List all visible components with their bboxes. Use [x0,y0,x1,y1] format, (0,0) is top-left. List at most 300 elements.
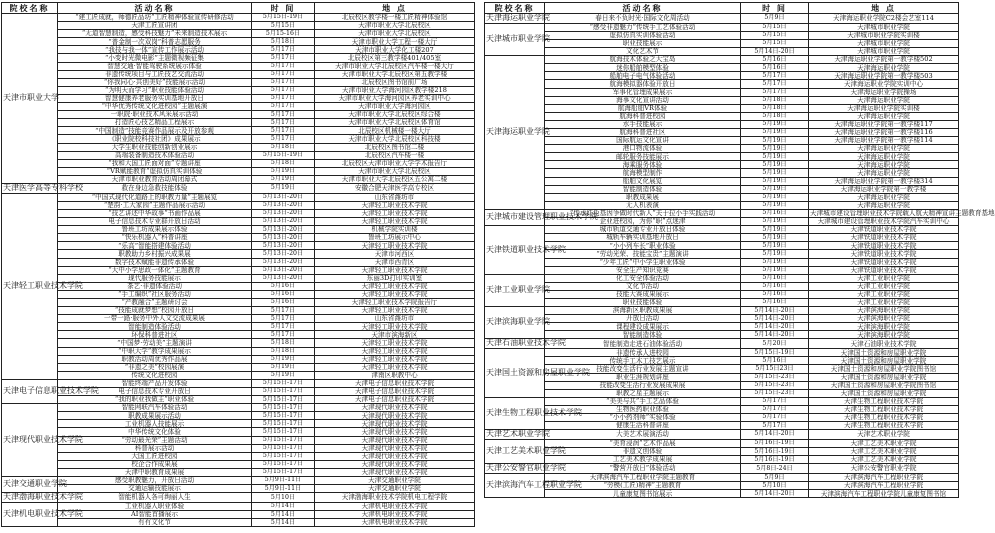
time-cell: 5月18日 [741,96,809,104]
table-row [485,234,959,242]
activity-cell: “普金制一次双岗”科普志愿服务 [58,38,252,46]
location-cell: 天津城市建设管理职业技术学院汽车实训中心 [809,218,959,226]
activity-cell: 航海技术体验之大宝岛 [545,56,741,64]
activity-cell: 职教成果展示活动 [58,412,252,420]
table-row [485,64,959,72]
activity-cell: 职教成果展 [545,193,741,201]
school-name-cell: 天津国土资源和房屋职业学院 [485,349,545,398]
table-row [485,357,959,365]
location-cell: 天津市职业大学北辰校区 [315,167,475,175]
activity-cell: 企业进校园，为你“职”点迷津 [545,218,741,226]
activity-cell: 智能制造走进石油体验活动 [545,339,741,349]
time-cell: 5月15日-17日 [252,379,315,387]
activity-cell: “劳模(工匠)精神”主题教育 [545,482,741,490]
table-row [485,315,959,323]
location-cell: 天津铁道职业技术学院 [809,258,959,266]
location-cell: 天津市职业大学北辰校区第五教学楼 [315,70,475,78]
header-location: 地 点 [315,3,475,14]
activity-cell: 大学生职业技能创新创业展示 [58,143,252,151]
location-cell: 天津机电职业技术学院 [315,519,475,527]
time-cell: 5月17日 [741,397,809,405]
time-cell: 5月16日 [252,298,315,306]
location-cell: 天津轻工职业技术学院报告厅 [315,298,475,306]
school-name-cell: 天津轻工职业技术学院 [2,193,58,379]
time-cell: 5月16日 [252,290,315,298]
location-cell: 天津市西青区 [315,258,475,266]
location-cell: 天津交通职业学院 [315,477,475,485]
activity-cell: 大美艺术展演活动 [545,430,741,440]
location-cell: 天津轻工职业技术学院 [315,201,475,209]
table-row [485,430,959,440]
activity-cell: 工艺美术教学成果展 [545,456,741,464]
location-cell: 天津轻工职业技术学院 [315,355,475,363]
activity-cell: 传统文化进校园 [58,371,252,379]
location-cell: 天津滨海汽车工程职业学院 [809,474,959,482]
time-cell: 5月15日-17日 [252,444,315,452]
location-cell: 北辰校区天津市职业大学学术报告厅 [315,159,475,167]
activity-cell: 电子信息技术专业群开放日活动 [58,218,252,226]
time-cell: 5月15日-23日 [741,373,809,381]
activity-cell: 职教助力乡村振兴成果展 [58,250,252,258]
school-name-cell: 天津医学高等专科学校 [3,182,83,192]
location-cell: 天津现代职业技术学院 [315,460,475,468]
location-cell: 天津工艺美术职业学院 [809,439,959,447]
time-cell: 5月15日-17日 [252,436,315,444]
time-cell: 5月17日 [252,46,315,54]
location-cell: 天津工业职业学院 [809,282,959,290]
table-row [485,177,959,185]
table-row [2,347,475,355]
location-cell: 天津市职业大学北辰校区体育馆 [315,119,475,127]
location-cell: 天津国土资源和房屋职业学院 [809,357,959,365]
location-cell: 天津海运职业学院第一教学楼503 [809,72,959,80]
activity-cell: “非遗之美”校园展演 [58,363,252,371]
activity-cell: 技能改变生活行业发展主题宣讲 [545,365,741,373]
activity-cell: 国际航运文化宣讲 [545,137,741,145]
activity-cell: 天津滨海汽车工程职业学院主题教育 [545,474,741,482]
time-cell: 5月15日-19日 [741,349,809,357]
activity-cell: “VR赋能教育”虚拟仿真实训体验 [58,167,252,175]
time-cell: 5月19日 [252,355,315,363]
time-cell: 5月14日 [252,503,315,511]
school-name-cell: 天津城市建设管理职业技术学院 [485,209,545,225]
time-cell: 5月15日-19日 [252,151,315,159]
activity-cell: “传承红色基因争做时代新人”关于拉小手实践活动 [545,209,741,217]
activity-cell: “劳动最光荣”主题活动 [58,436,252,444]
activity-cell: 传统手工木工技艺展示 [545,357,741,365]
activity-cell: 智能机器人各可绚丽人生 [58,493,252,503]
location-cell: 天津交通职业学院 [315,485,475,493]
location-cell: 天津艺术职业学院 [809,430,959,440]
activity-cell: 船舶电子电气体验活动 [545,72,741,80]
time-cell: 5月15日 [741,23,809,31]
activity-cell: 技能改变生活行业发展成果展 [545,381,741,389]
time-cell: 5月17日 [252,315,315,323]
activity-cell: 工业机器人技能展示 [58,420,252,428]
activity-cell: 无人机表演 [545,201,741,209]
school-name-cell: 天津艺术职业学院 [486,429,550,439]
time-cell: 5月18日 [252,143,315,151]
time-cell: 5月19日 [741,258,809,266]
school-name-cell: 天津石油职业技术学院 [486,338,566,348]
time-cell: 5月16日-19日 [741,456,809,464]
location-cell: 天津工业职业学院 [809,290,959,298]
activity-cell: 航海科普进社区 [545,129,741,137]
location-cell: 天津市职业大学化工楼207 [315,46,475,54]
schedule-body-left [2,14,475,527]
location-cell: 天津工艺美术职业学院 [809,456,959,464]
school-name-cell: 天津现代职业技术学院 [2,404,58,477]
time-cell: 5月19日 [741,266,809,274]
activity-cell: “劳动光荣、技能宝贵”主题演讲 [545,250,741,258]
activity-cell: “中国梦·劳动美”主题演讲 [58,339,252,347]
activity-cell: 现代服务技能展示 [58,274,252,282]
location-cell: 北辰校区第三教学楼401/405室 [315,54,475,62]
activity-cell: 虚拟仿真实训体验活动 [545,31,741,39]
location-cell: 天津海运职业学院 [809,64,959,72]
schedule-table-right [484,2,995,498]
table-row [485,56,959,64]
location-cell: 天津铁道职业技术学院 [809,242,959,250]
table-row [2,250,475,258]
time-cell: 5月13日-20日 [252,218,315,226]
time-cell: 5月17日 [252,94,315,102]
time-cell: 5月16日 [252,282,315,290]
activity-cell: “乐高”智能搭建体验活动 [58,242,252,250]
activity-cell: 军事化管理成果展示 [545,88,741,96]
header-time: 时 间 [741,3,809,14]
activity-cell: 非遗传承人进校园 [545,349,741,357]
activity-cell: 安全生产知识竞赛 [545,266,741,274]
time-cell: 5月19日 [252,363,315,371]
school-name-cell: 天津公安警官职业学院 [486,463,566,473]
time-cell: 5月16日 [741,274,809,282]
time-cell: 5月17日 [252,70,315,78]
activity-cell: “技能成就梦想”校园开放日 [58,307,252,315]
time-cell: 5月16日-19日 [741,439,809,447]
time-cell: 5月14日-20日 [741,430,809,440]
location-cell: 天津市职业大学海河园区养老实训中心 [315,94,475,102]
activity-cell: “感受非遗魅力”传统手工艺体验活动 [545,23,741,31]
location-cell: 天津现代职业技术学院 [315,404,475,412]
time-cell: 5月14日 [252,511,315,519]
table-row [2,519,475,527]
activity-cell: “中职大学”教学成果展示 [58,347,252,355]
activity-cell: “我技与我一体”宣传工作展示活动 [58,46,252,54]
table-row [2,331,475,339]
table-row [485,14,959,24]
location-cell: 天津石油职业技术学院 [809,339,959,349]
activity-cell: 健康生活科普讲座 [545,422,741,430]
activity-cell: 城市轨道交通专业开放日体验 [545,226,741,234]
location-cell: 天津国土资源和房屋职业学院 [809,389,959,397]
location-cell: 天津海运职业学院第一教学楼114 [809,137,959,145]
activity-cell: “快乐机器人”科普讲座 [58,234,252,242]
table-row [485,161,959,169]
activity-cell: 课程建设成果展示 [545,323,741,331]
time-cell: 5月19日 [252,175,315,183]
table-row [485,490,959,498]
activity-cell: 船舶文化展览 [545,177,741,185]
table-row [485,339,959,349]
time-cell: 5月13日-20日 [252,201,315,209]
location-cell: 天津国土资源和房屋职业学院 [809,373,959,381]
location-cell: 天津滨海汽车工程职业学院儿童康复图书馆 [809,490,959,498]
table-row [485,72,959,80]
location-cell: 天津海运职业学院 [809,193,959,201]
location-cell: 天津海运职业学院第一教学楼502 [809,56,959,64]
activity-cell: “技艺讲述中华故事”书画作品展 [58,209,252,217]
time-cell: 5月17日 [741,72,809,80]
location-cell: 天津海运职业学院C2楼会艺室114 [809,14,959,24]
location-cell: 东丽3D打印实训室 [315,274,475,282]
location-cell: 天津轻工职业技术学院 [315,218,475,226]
schedule-table-left [1,2,475,527]
time-cell: 5月14日-20日 [741,48,809,56]
time-cell: 5月19日 [741,201,809,209]
time-cell: 5月16日 [741,209,809,217]
activity-cell: “中国制造”技能竞赛作品展示及开放参观 [58,127,252,135]
time-cell: 5月17日 [741,88,809,96]
activity-cell: 非遗文创体验 [545,448,741,456]
activity-cell: 迷你船舶模型体验 [545,64,741,72]
time-cell: 5月17日 [252,331,315,339]
location-cell: 天津滨海职业学院 [809,331,959,339]
table-row [485,88,959,96]
activity-cell: “无道智慧制造，感受科技魅力”未来制造技术展示 [58,30,252,38]
time-cell: 5月18日 [252,339,315,347]
time-cell: 5月19日 [741,234,809,242]
time-cell: 5月13日-20日 [252,266,315,274]
activity-cell: 天津中职教育成果展 [58,468,252,476]
time-cell: 5月10日 [741,482,809,490]
time-cell: 5月19日 [741,193,809,201]
activity-cell: “产教融合”主题研讨会 [58,298,252,306]
location-cell: 天津轻工职业技术学院 [315,242,475,250]
location-cell: 天津渤海职业技术学院机电工程学院 [315,493,475,503]
time-cell: 5月19日 [252,371,315,379]
time-cell: 5月19日 [741,120,809,128]
time-cell: 5月16日 [741,357,809,365]
location-cell: 天津海运职业学院操场 [809,88,959,96]
location-cell: 天津轻工职业技术学院 [315,323,475,331]
time-cell: 5月9日 [741,14,809,24]
school-name-cell: 天津生物工程职业技术学院 [485,397,545,429]
table-row [2,404,475,412]
location-cell: 北辰校区机械楼一楼大厅 [315,127,475,135]
location-cell: 天津国土资源和房屋职业学院图书馆 [809,365,959,373]
activity-cell: “美美与共”手工艺品体验 [545,397,741,405]
school-name-cell: 天津交通职业学院 [2,477,58,493]
activity-cell: 校企合作成果展 [58,460,252,468]
time-cell: 5月15日 [741,39,809,47]
time-cell: 5月13日-20日 [252,250,315,258]
time-cell: 5月13日-20日 [252,274,315,282]
location-cell: 天津生物工程职业技术学院 [809,422,959,430]
activity-cell: 智慧交通·智能驾驶系统展示体验 [58,62,252,70]
table-row [2,119,475,127]
school-name-cell: 天津市职业大学 [2,14,58,184]
time-cell: 5月14日-20日 [741,490,809,498]
table-row [485,349,959,357]
activity-cell: 职教之星主题展示 [545,389,741,397]
table-row [2,38,475,46]
location-cell: 天津市职业大学北辰校区科技楼 [315,135,475,143]
location-cell: 天津滨海职业学院 [809,315,959,323]
time-cell: 5月14日-20日 [741,331,809,339]
school-name-cell: 天津电子信息职业技术学院 [2,379,58,403]
activity-cell: 文化节活动 [545,282,741,290]
table-row [485,266,959,274]
header-activity: 活动名称 [545,3,741,14]
time-cell: 5月18日 [741,112,809,120]
location-cell: 天津生物工程职业技术学院 [809,397,959,405]
time-cell: 5月17日 [252,62,315,70]
time-cell: 5月15日-17日 [252,428,315,436]
location-cell: 天津海运职业学院 [809,145,959,153]
schedule-body-right [485,13,995,498]
location-cell: 天津滨海汽车工程职业学院 [809,482,959,490]
time-cell: 5月15-16日 [252,30,315,38]
time-cell: 5月15日-17日 [252,404,315,412]
table-row [485,381,959,389]
school-name-cell: 天津渤海职业技术学院 [3,492,83,502]
time-cell: 5月17日 [741,422,809,430]
location-cell: 天津轻工职业技术学院 [315,209,475,217]
location-cell: 机械学院实训楼 [315,226,475,234]
table-row [2,183,475,193]
time-cell: 5月16日 [741,298,809,306]
location-cell: 天津市职业大学海河园区 [315,103,475,111]
activity-cell: 一带一路·服务中外人文交流成果展 [58,315,252,323]
time-cell: 5月16日 [741,56,809,64]
time-cell: 5月17日 [252,119,315,127]
table-row [2,242,475,250]
time-cell: 5月13日-20日 [252,234,315,242]
table-row [2,339,475,347]
activity-cell: 春日来不负时光·国际文化周活动 [545,14,741,24]
activity-cell: “我的职业我做主”职业体验 [58,396,252,404]
activity-cell: 大国工匠进校园 [58,452,252,460]
header-activity: 活动名称 [58,3,252,14]
activity-cell: 科普展示活动 [58,444,252,452]
time-cell: 5月14日-20日 [741,315,809,323]
time-cell: 5月15日-17日 [252,396,315,404]
location-cell: 天津海运职业学院第一教学楼116 [809,129,959,137]
activity-cell: 港口物流体验 [545,145,741,153]
time-cell: 5月19日 [741,218,809,226]
activity-cell: 有有文化节 [58,519,252,527]
location-cell: 天津市职业大学北辰校区 [315,30,475,38]
time-cell: 5月9日-11日 [252,485,315,493]
location-cell: 津南区职教中心 [315,371,475,379]
activity-cell: “大中小学思政一体化”主题教育 [58,266,252,274]
time-cell: 5月19日 [741,242,809,250]
location-cell: 天津轻工职业技术学院 [315,339,475,347]
activity-cell: 开放日活动 [545,315,741,323]
time-cell: 5月16日 [741,282,809,290]
table-row [2,323,475,331]
school-name-cell: 天津工艺美术职业学院 [485,439,545,463]
activity-cell: 航海船舶VR体验 [545,104,741,112]
time-cell: 5月19日 [741,129,809,137]
location-cell: 天津现代职业技术学院 [315,452,475,460]
location-cell: 天津海运职业学院第一教学楼314 [809,177,959,185]
activity-cell: 交通运输技能展示 [58,485,252,493]
location-cell: 天津市职业大学工程一楼大厅 [315,38,475,46]
activity-cell: 职教活动周优秀作品展 [58,355,252,363]
time-cell: 5月14日-20日 [741,307,809,315]
location-cell: 北辰校区图书馆前广场 [315,78,475,86]
time-cell: 5月15日 [741,31,809,39]
time-cell: 5月19日 [252,183,315,193]
time-cell: 5月19日 [741,185,809,193]
table-row [2,151,475,159]
location-cell: 天津现代职业技术学院 [315,412,475,420]
activity-cell: 救在身边急救技能体验 [58,183,252,193]
time-cell: 5月17日 [252,103,315,111]
time-cell: 5月20日 [741,339,809,349]
location-cell: 天津城市建设管理职业技术学院载人航天精神宣讲主题教育基地 [810,209,995,218]
activity-cell: 《职业院校科技社团》成果展示 [58,135,252,143]
header-time: 时 间 [252,3,315,14]
time-cell: 5月15日-17日 [252,388,315,396]
time-cell: 5月18日 [252,347,315,355]
table-row [485,80,959,88]
location-cell: 天津海运职业学院 [809,153,959,161]
school-name-cell: 天津工业职业学院 [485,274,545,306]
activity-cell: 环保科普进社区 [58,331,252,339]
time-cell: 5月13日-20日 [252,193,315,201]
activity-cell: 非遗传统项目与工匠技艺交流活动 [58,70,252,78]
time-cell: 5月17日 [252,307,315,315]
time-cell: 5月15日-17日 [252,420,315,428]
school-name-cell: 天津滨海汽车工程职业学院 [485,474,545,498]
activity-cell: 航海模拟器体验开放日 [545,80,741,88]
location-cell: 天津城市职业学院 [809,23,959,31]
activity-cell: “小小药剂师”实验体验 [545,414,741,422]
location-cell: 天津市职业大学北辰校区 [315,22,475,30]
location-cell: 天津工业职业学院 [809,274,959,282]
table-row [2,412,475,420]
activity-cell: 职业生涯规划讲座 [545,373,741,381]
school-name-cell: 天津滨海职业学院 [485,307,545,339]
activity-cell: 数字技术赋能非遗传承体验 [58,258,252,266]
time-cell: 5月15日-23日 [741,389,809,397]
activity-cell: 化工安全体验活动 [545,274,741,282]
location-cell: 天津海运职业学院第一教学楼117 [809,120,959,128]
schedule-panel-left [1,2,474,530]
activity-cell: 海事文化宣讲活动 [545,96,741,104]
time-cell: 5月19日 [741,137,809,145]
location-cell: 天津电子信息职业技术学院 [315,379,475,387]
activity-cell: 鲁班工坊成果展示体验 [58,226,252,234]
time-cell: 5月10日 [252,493,315,503]
location-cell: 天津现代职业技术学院 [315,436,475,444]
activity-cell: 感受职教魅力，开放日活动 [58,477,252,485]
activity-cell: 电子信息技术专业开放日 [58,388,252,396]
activity-cell: “手工编织”社区服务活动 [58,290,252,298]
time-cell: 5月17日 [252,111,315,119]
location-cell: 天津市滨海新区 [315,331,475,339]
time-cell: 5月17日 [252,135,315,143]
location-cell: 天津机电职业技术学院 [315,503,475,511]
location-cell: 天津海运职业学院 [809,201,959,209]
location-cell: 北辰校区汽车楼一楼 [315,151,475,159]
activity-cell: “我和大国工匠面对面”专题讲座 [58,159,252,167]
location-cell: 天津轻工职业技术学院 [315,347,475,355]
location-cell: 天津市职业大学北辰校区综合楼 [315,111,475,119]
